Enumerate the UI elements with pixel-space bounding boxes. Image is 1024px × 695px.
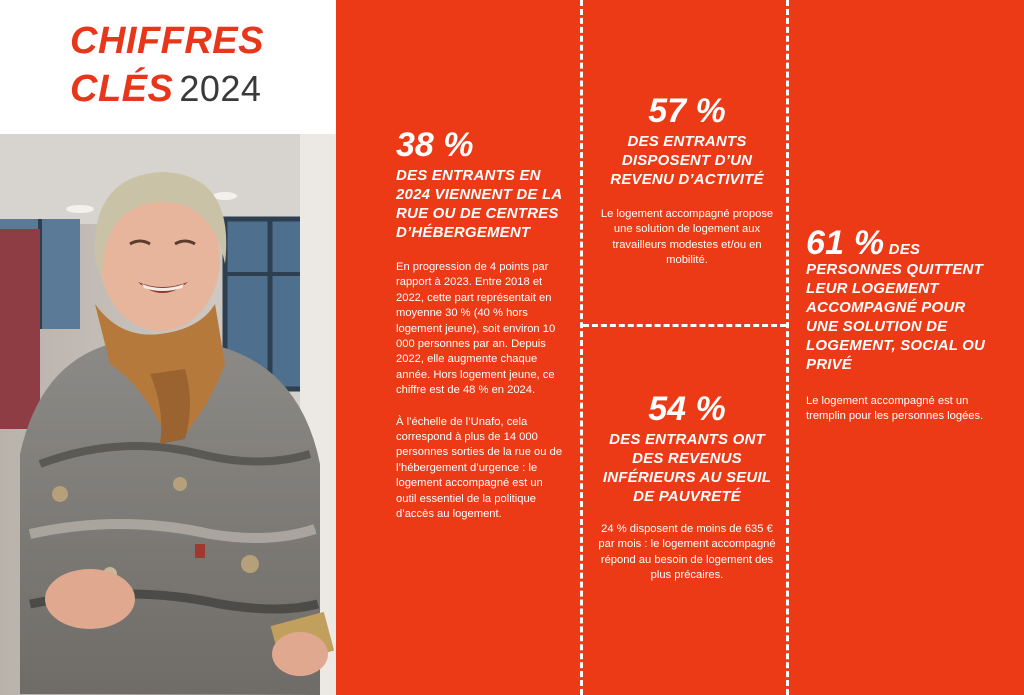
stat-61-lead: DES xyxy=(888,241,921,258)
stat-38-paragraph-2: À l’échelle de l’Unafo, cela correspond à plus de 14 000 personnes sorties de la rue ou de l’hébergement d’urgence : le logement accompagné est un outil essentiel de la politique d’accès au logement. xyxy=(396,415,563,521)
page-title-cles: CLÉS xyxy=(70,68,174,110)
portrait-photo xyxy=(0,134,336,695)
stat-38-value: 38 % xyxy=(396,126,474,164)
page-title-line1: CHIFFRES xyxy=(70,20,264,62)
divider-horizontal xyxy=(583,324,786,327)
stat-61-block xyxy=(806,226,986,425)
portrait-illustration xyxy=(0,134,336,695)
page-title-year: 2024 xyxy=(179,68,262,109)
page-title-line2 xyxy=(70,70,261,108)
title-block xyxy=(0,0,336,134)
stat-61-heading xyxy=(806,226,986,374)
stat-57-block xyxy=(594,94,780,269)
stat-38-paragraph-1: En progression de 4 points par rapport à 2023. Entre 2018 et 2022, cette part représentait en moyenne 30 % (40 % hors logement jeune), soit environ 10 000 personnes par an. Depuis 2022, elle augmente chaque année. Hors logement jeune, ce chiffre est de 48 % en 2024. xyxy=(396,261,556,397)
stat-61-value: 61 % xyxy=(806,224,885,262)
stat-54-block xyxy=(594,392,780,584)
stat-61-headline: PERSONNES QUITTENT LEUR LOGEMENT ACCOMPAGNÉ POUR UNE SOLUTION DE LOGEMENT, SOCIAL OU PRIVÉ xyxy=(806,261,986,373)
stat-61-text: Le logement accompagné est un tremplin pour les personnes logées. xyxy=(806,395,984,423)
stat-38-block xyxy=(396,128,564,523)
stat-54-headline: DES ENTRANTS ONT DES REVENUS INFÉRIEURS AU SEUIL DE PAUVRETÉ xyxy=(602,431,772,505)
divider-vertical-1 xyxy=(580,0,583,695)
stat-54-value: 54 % xyxy=(648,390,726,428)
key-figures-panel xyxy=(336,0,1024,695)
stat-57-text: Le logement accompagné propose une solution de logement aux travailleurs modestes et/ou en mobilité. xyxy=(600,208,774,267)
divider-vertical-2 xyxy=(786,0,789,695)
stat-57-value: 57 % xyxy=(648,92,726,130)
stat-54-text: 24 % disposent de moins de 635 € par mois : le logement accompagné répond au besoin de logement des plus précaires. xyxy=(598,523,776,582)
stat-57-headline: DES ENTRANTS DISPOSENT D’UN REVENU D’ACTIVITÉ xyxy=(610,133,764,188)
stat-38-headline: DES ENTRANTS EN 2024 VIENNENT DE LA RUE OU DE CENTRES D’HÉBERGEMENT xyxy=(396,167,562,241)
